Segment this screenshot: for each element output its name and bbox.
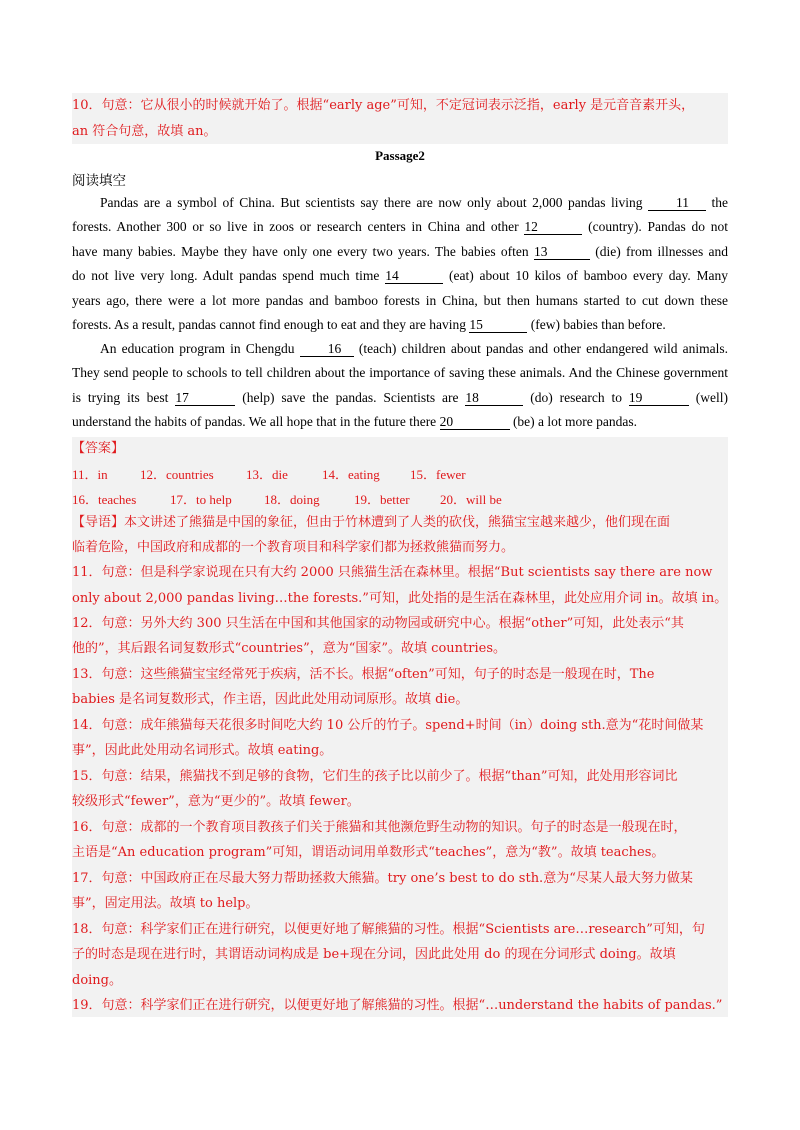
blank-16[interactable]: 16 (300, 341, 354, 357)
passage-text: years ago, there were a lot more pandas and bamboo forests in China, but then humans started to cut down these (72, 292, 728, 308)
passage-line (72, 264, 728, 288)
passage-text: forests. As a result, pandas cannot find enough to eat and they are having (72, 317, 467, 333)
blank-18[interactable]: 18 (465, 390, 523, 406)
passage-text: (few) babies than before. (530, 317, 666, 333)
answer-item: 19．better (354, 492, 410, 507)
explanation-line: only about 2,000 pandas living…the forests.”可知，此处指的是生活在森林里，此处应用介词 in。故填 in。 (72, 591, 728, 606)
passage-text: the (711, 195, 729, 210)
answer-item: 17．to help (170, 492, 232, 507)
passage-text: Pandas are a symbol of China. But scientists say there are now only about 2,000 pandas living (100, 195, 643, 210)
passage-text: (do) research to (530, 389, 622, 405)
explanation-line: 事”，固定用法。故填 to help。 (72, 896, 259, 911)
explanation-line: 12．句意：另外大约 300 只生活在中国和其他国家的动物园或研究中心。根据“other”可知，此处表示“其 (72, 616, 684, 631)
blank-14[interactable]: 14 (385, 268, 443, 284)
passage-text: forests. Another 300 or so live in zoos or research centers in China and other (72, 219, 519, 235)
answer-item: 18．doing (264, 492, 320, 507)
passage-text: (well) (695, 389, 728, 405)
answer-item: 11．in (72, 467, 108, 482)
passage-text: (be) a lot more pandas. (512, 414, 638, 430)
explanation-line: 13．句意：这些熊猫宝宝经常死于疾病，活不长。根据“often”可知，句子的时态是一般现在时，The (72, 667, 655, 682)
passage-text: (country). Pandas do not (588, 219, 729, 235)
blank-19[interactable]: 19 (629, 390, 689, 406)
passage-text: do not live very long. Adult pandas spend much time (72, 268, 380, 284)
explanation-line: doing。 (72, 973, 123, 988)
passage-text: (die) from illnesses and (595, 243, 729, 259)
passage-line (72, 240, 728, 264)
blank-11[interactable]: 11 (648, 195, 706, 211)
explanation-10-block (72, 93, 728, 144)
passage-line (72, 410, 728, 434)
answer-label: 【答案】 (72, 441, 125, 456)
passage-text: is trying its best (72, 389, 169, 405)
explanation-line: 15．句意：结果，熊猫找不到足够的食物，它们生的孩子比以前少了。根据“than”可知，此处用形容词比 (72, 769, 678, 784)
passage-text: An education program in Chengdu (100, 341, 295, 356)
passage-line (72, 386, 728, 410)
passage-text: (teach) children about pandas and other endangered wild animals. (358, 341, 729, 356)
blank-15[interactable]: 15 (469, 317, 527, 333)
section-label: 阅读填空 (72, 173, 126, 189)
blank-12[interactable]: 12 (524, 219, 582, 235)
passage-line (72, 313, 728, 337)
explanation-10-line2: an 符合句意，故填 an。 (72, 123, 217, 139)
explanation-10-line1: 10．句意：它从很小的时候就开始了。根据“early age”可知，不定冠词表示泛指，early 是元音音素开头， (72, 98, 695, 113)
answer-item: 12．countries (140, 467, 214, 482)
explanation-line: 主语是“An education program”可知，谓语动词用单数形式“teaches”，意为“教”。故填 teaches。 (72, 845, 665, 860)
passage-title: Passage2 (375, 148, 425, 163)
explanation-line: 18．句意：科学家们正在进行研究，以便更好地了解熊猫的习性。根据“Scientists are…research”可知，句 (72, 922, 705, 937)
passage-text: (help) save the pandas. Scientists are (242, 389, 459, 405)
answer-item: 15．fewer (410, 467, 466, 482)
explanation-line: 16．句意：成都的一个教育项目教孩子们关于熊猫和其他濒危野生动物的知识。句子的时态是一般现在时， (72, 820, 687, 835)
passage-paragraph-1 (72, 191, 728, 337)
explanation-line: 较级形式“fewer”，意为“更少的”。故填 fewer。 (72, 794, 360, 809)
blank-13[interactable]: 13 (534, 244, 590, 260)
guide-line: 临着危险，中国政府和成都的一个教育项目和科学家们都为拯救熊猫而努力。 (72, 540, 515, 555)
explanation-line: 14．句意：成年熊猫每天花很多时间吃大约 10 公斤的竹子。spend+时间（in）doing sth.意为“花时间做某 (72, 718, 704, 733)
blank-20[interactable]: 20 (440, 414, 510, 430)
explanation-line: 19．句意：科学家们正在进行研究，以便更好地了解熊猫的习性。根据“…understand the habits of pandas.” (72, 998, 723, 1013)
passage-text: (eat) about 10 kilos of bamboo every day. Many (449, 268, 729, 284)
explanation-line: 事”，因此此处用动名词形式。故填 eating。 (72, 743, 333, 758)
explanation-line: 子的时态是现在进行时，其谓语动词构成是 be+现在分词，因此此处用 do 的现在分词形式 doing。故填 (72, 947, 676, 962)
passage-line (72, 289, 728, 313)
answer-item: 20．will be (440, 492, 502, 507)
passage-text: have many babies. Maybe they have only one every two years. The babies often (72, 243, 529, 259)
explanation-line: babies 是名词复数形式，作主语，因此此处用动词原形。故填 die。 (72, 692, 469, 707)
explanation-line: 11．句意：但是科学家说现在只有大约 2000 只熊猫生活在森林里。根据“But scientists say there are now (72, 565, 713, 580)
passage-line (72, 215, 728, 239)
answer-item: 14．eating (322, 467, 380, 482)
passage-text: understand the habits of pandas. We all hope that in the future there (72, 414, 437, 430)
passage-line (72, 361, 728, 385)
passage-line (72, 337, 728, 361)
guide-line: 【导语】本文讲述了熊猫是中国的象征，但由于竹林遭到了人类的砍伐，熊猫宝宝越来越少，他们现在面 (72, 515, 671, 530)
answer-item: 13．die (246, 467, 288, 482)
answer-item: 16．teaches (72, 492, 137, 507)
passage-text: They send people to schools to tell children about the importance of saving these animals. And the Chinese government (72, 365, 728, 381)
explanation-line: 他的”，其后跟名词复数形式“countries”，意为“国家”。故填 countries。 (72, 641, 506, 656)
explanation-line: 17．句意：中国政府正在尽最大努力帮助拯救大熊猫。try one’s best to do sth.意为“尽某人最大努力做某 (72, 871, 693, 886)
passage-line (72, 191, 728, 215)
blank-17[interactable]: 17 (175, 390, 235, 406)
passage-paragraph-2 (72, 337, 728, 435)
